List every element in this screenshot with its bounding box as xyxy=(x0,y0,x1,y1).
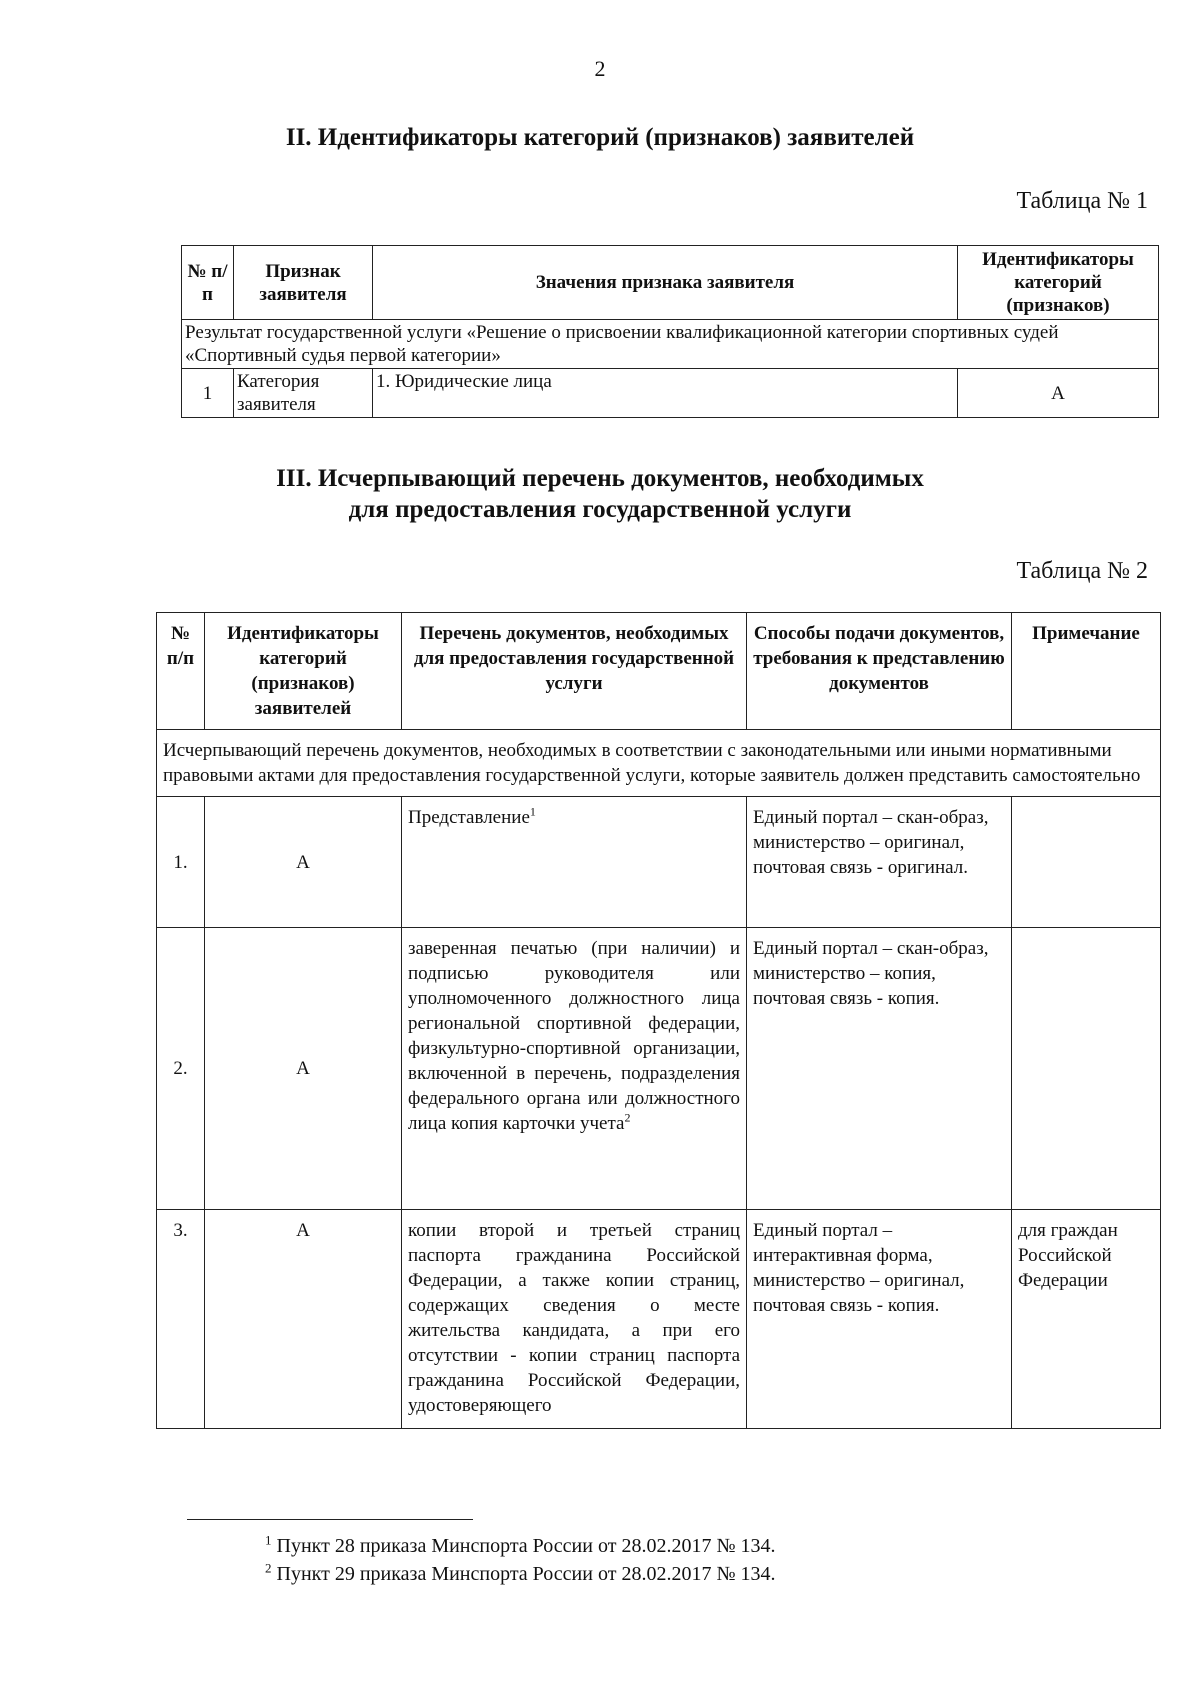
row-number: 1. xyxy=(157,797,205,928)
column-header-identifiers: Идентификаторы категорий (признаков) xyxy=(958,246,1159,320)
table-section-row xyxy=(182,320,1159,369)
row-identifier: А xyxy=(205,928,402,1210)
footnote-ref: 2 xyxy=(624,1110,631,1125)
table-2-caption: Таблица № 2 xyxy=(1016,558,1148,584)
footnote-2 xyxy=(265,1560,776,1588)
row-sign: Категория заявителя xyxy=(234,369,373,418)
table-row xyxy=(157,928,1161,1210)
footnotes xyxy=(265,1532,776,1588)
row-method: Единый портал – интерактивная форма, министерство – оригинал, почтовая связь - копия. xyxy=(747,1210,1012,1429)
footnote-mark: 2 xyxy=(265,1560,272,1576)
row-note: для граждан Российской Федерации xyxy=(1012,1210,1161,1429)
applicant-categories-table xyxy=(181,245,1159,418)
column-header-methods: Способы подачи документов, требования к представлению документов xyxy=(747,613,1012,730)
column-header-documents: Перечень документов, необходимых для предоставления государственной услуги xyxy=(402,613,747,730)
row-value: 1. Юридические лица xyxy=(373,369,958,418)
section-3-title-line-1: III. Исчерпывающий перечень документов, необходимых xyxy=(276,465,924,492)
section-3-title xyxy=(0,463,1200,525)
column-header-number: № п/п xyxy=(182,246,234,320)
document-text: заверенная печатью (при наличии) и подписью руководителя или уполномоченного должностного лица региональной спортивной федерации, физкультурно-спортивной организации, включенной в перечень, подразделения федерального органа или должностного лица копия карточки учета xyxy=(408,938,740,1134)
row-number: 1 xyxy=(182,369,234,418)
footnote-text: Пункт 28 приказа Минспорта России от 28.02.2017 № 134. xyxy=(276,1535,776,1557)
row-method: Единый портал – скан-образ, министерство – копия, почтовая связь - копия. xyxy=(747,928,1012,1210)
section-row-text: Результат государственной услуги «Решение о присвоении квалификационной категории спортивных судей «Спортивный судья первой категории» xyxy=(182,320,1159,369)
table-section-row xyxy=(157,730,1161,797)
footnote-text: Пункт 29 приказа Минспорта России от 28.02.2017 № 134. xyxy=(276,1563,776,1585)
section-row-text: Исчерпывающий перечень документов, необходимых в соответствии с законодательными или иными нормативными правовыми актами для предоставления государственной услуги, которые заявитель должен представить самостоятельно xyxy=(157,730,1161,797)
footnote-1 xyxy=(265,1532,776,1560)
table-1-caption: Таблица № 1 xyxy=(1016,188,1148,214)
column-header-identifiers: Идентификаторы категорий (признаков) заявителей xyxy=(205,613,402,730)
table-row xyxy=(157,1210,1161,1429)
row-document xyxy=(402,1210,747,1429)
row-identifier: А xyxy=(205,1210,402,1429)
section-2-title: II. Идентификаторы категорий (признаков) заявителей xyxy=(285,124,915,151)
footnote-mark: 1 xyxy=(265,1532,272,1548)
column-header-values: Значения признака заявителя xyxy=(373,246,958,320)
section-3-title-line-2: для предоставления государственной услуги xyxy=(348,496,852,523)
column-header-number: № п/п xyxy=(157,613,205,730)
row-note xyxy=(1012,928,1161,1210)
documents-table xyxy=(156,612,1161,1429)
table-header-row xyxy=(157,613,1161,730)
row-identifier: А xyxy=(205,797,402,928)
row-document xyxy=(402,928,747,1210)
row-identifier: А xyxy=(958,369,1159,418)
row-note xyxy=(1012,797,1161,928)
column-header-note: Примечание xyxy=(1012,613,1161,730)
row-document xyxy=(402,797,747,928)
footnote-ref: 1 xyxy=(529,804,536,819)
row-number: 3. xyxy=(157,1210,205,1429)
page-number: 2 xyxy=(594,56,606,81)
column-header-sign: Признак заявителя xyxy=(234,246,373,320)
table-row xyxy=(182,369,1159,418)
document-text: Представление xyxy=(408,807,530,828)
table-row xyxy=(157,797,1161,928)
document-text: копии второй и третьей страниц паспорта гражданина Российской Федерации, а также копии страниц, содержащих сведения о месте жительства кандидата, а при его отсутствии - копии страниц паспорта гражданина Российской Федерации, удостоверяющего xyxy=(408,1220,740,1416)
footnote-divider xyxy=(187,1519,473,1520)
row-number: 2. xyxy=(157,928,205,1210)
row-method: Единый портал – скан-образ, министерство – оригинал, почтовая связь - оригинал. xyxy=(747,797,1012,928)
table-header-row xyxy=(182,246,1159,320)
